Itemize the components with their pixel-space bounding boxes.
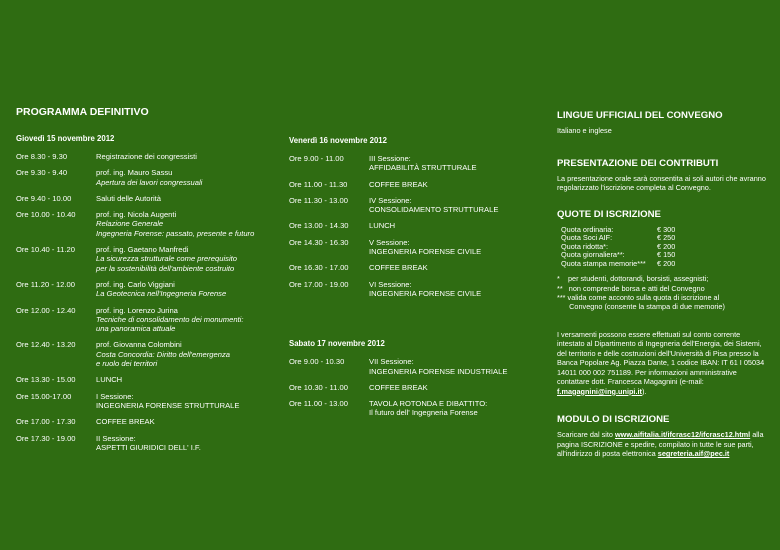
session-description bbox=[96, 152, 266, 161]
session-description bbox=[96, 306, 266, 334]
thursday-row bbox=[16, 340, 266, 368]
session-description bbox=[96, 375, 266, 384]
session-description bbox=[369, 221, 511, 230]
session-description bbox=[96, 434, 266, 453]
session-time: Ore 17.30 - 19.00 bbox=[16, 433, 76, 443]
session-line: per la sostenibilità dell'ambiente costruito bbox=[96, 263, 235, 273]
languages-text: Italiano e inglese bbox=[557, 126, 612, 135]
session-line: La sicurezza strutturale come prerequisito bbox=[96, 254, 237, 264]
session-line: INGEGNERIA FORENSE CIVILE bbox=[369, 247, 482, 257]
fee-label: Quota stampa memorie*** bbox=[561, 258, 646, 268]
session-time: Ore 11.00 - 13.00 bbox=[289, 399, 348, 409]
session-time: Ore 9.30 - 9.40 bbox=[16, 168, 68, 178]
fee-amount: € 150 bbox=[657, 250, 676, 260]
day-title-thursday: Giovedì 15 novembre 2012 bbox=[16, 134, 115, 143]
session-time: Ore 9.00 - 10.30 bbox=[289, 357, 345, 367]
session-line: Il futuro dell' Ingegneria Forense bbox=[369, 408, 478, 418]
fee-amount: € 250 bbox=[657, 233, 676, 243]
session-time: Ore 17.00 - 17.30 bbox=[16, 417, 76, 427]
session-line: prof. ing. Nicola Augenti bbox=[96, 210, 177, 220]
session-description bbox=[369, 383, 511, 392]
session-description bbox=[96, 417, 266, 426]
thursday-row bbox=[16, 210, 266, 238]
session-description bbox=[369, 238, 511, 257]
session-description bbox=[369, 357, 511, 376]
contact-suffix: ). bbox=[641, 386, 647, 396]
fees-notes bbox=[557, 274, 767, 311]
friday-row bbox=[289, 180, 511, 189]
session-description bbox=[369, 154, 511, 173]
thursday-row bbox=[16, 375, 266, 384]
session-description bbox=[96, 340, 266, 368]
thursday-row bbox=[16, 194, 266, 203]
session-line: prof. ing. Carlo Viggiani bbox=[96, 279, 175, 289]
session-line: II Sessione: bbox=[96, 433, 136, 443]
session-time: Ore 8.30 - 9.30 bbox=[16, 152, 68, 161]
friday-row bbox=[289, 280, 511, 299]
thursday-row bbox=[16, 306, 266, 334]
friday-row bbox=[289, 263, 511, 272]
session-line: una panoramica attuale bbox=[96, 324, 176, 334]
session-line: prof. ing. Mauro Sassu bbox=[96, 168, 173, 178]
form-text-part1: Scaricare dal sito bbox=[557, 430, 615, 440]
fees-list bbox=[561, 226, 767, 269]
session-description bbox=[96, 392, 266, 411]
thursday-row bbox=[16, 245, 266, 273]
fee-amount: € 200 bbox=[657, 241, 676, 251]
session-line: Saluti delle Autorità bbox=[96, 193, 162, 203]
session-line: INGEGNERIA FORENSE INDUSTRIALE bbox=[369, 366, 508, 376]
languages-title: LINGUE UFFICIALI DEL CONVEGNO bbox=[557, 110, 723, 121]
day-title-saturday: Sabato 17 novembre 2012 bbox=[289, 339, 385, 349]
session-description bbox=[96, 280, 266, 299]
registration-form-text bbox=[557, 430, 767, 459]
session-description bbox=[96, 245, 266, 273]
session-line: LUNCH bbox=[96, 375, 123, 385]
presentation-title: PRESENTAZIONE DEI CONTRIBUTI bbox=[557, 157, 719, 169]
session-line: ASPETTI GIURIDICI DELL' I.F. bbox=[96, 442, 201, 452]
programme-column bbox=[16, 106, 266, 459]
session-line: prof. ing. Lorenzo Jurina bbox=[96, 305, 178, 315]
session-line: Apertura dei lavori congressuali bbox=[96, 177, 203, 187]
session-line: AFFIDABILITÀ STRUTTURALE bbox=[369, 163, 477, 173]
pec-email-link[interactable]: segreteria.aif@pec.it bbox=[657, 449, 730, 459]
fee-amount: € 300 bbox=[657, 224, 676, 234]
session-line: VII Sessione: bbox=[369, 357, 414, 367]
session-time: Ore 10.30 - 11.00 bbox=[289, 382, 348, 392]
session-line: Costa Concordia: Diritto dell'emergenza bbox=[96, 349, 230, 359]
fee-label: Quota giornaliera**: bbox=[561, 250, 625, 260]
website-link[interactable]: www.aifitalia.it/ifcrasc12/ifcrasc12.html bbox=[615, 430, 751, 440]
payment-details: I versamenti possono essere effettuati sul conto corrente intestato al Dipartimento di Ingegneria dell'Energia, dei Sistemi, del territorio e delle costruzioni dell'Università di Pisa presso la Banca Popolare Ag. Piazza Dante, 1 codice IBAN: IT 61 I 05034 14011 000 002 751189. bbox=[557, 329, 765, 377]
session-description bbox=[369, 280, 511, 299]
session-line: I Sessione: bbox=[96, 391, 134, 401]
schedule-friday bbox=[289, 154, 511, 298]
session-time: Ore 10.00 - 10.40 bbox=[16, 210, 76, 220]
session-time: Ore 12.00 - 12.40 bbox=[16, 305, 76, 315]
session-line: INGEGNERIA FORENSE STRUTTURALE bbox=[96, 400, 240, 410]
session-line: TAVOLA ROTONDA E DIBATTITO: bbox=[369, 399, 488, 409]
session-description bbox=[369, 399, 511, 418]
session-line: LUNCH bbox=[369, 221, 396, 231]
form-text-part2: alla pagina ISCRIZIONE e spedire, compilato in tutte le sue parti, all'indirizzo di posta elettronica bbox=[557, 430, 764, 459]
registration-form-title: MODULO DI ISCRIZIONE bbox=[557, 414, 670, 426]
saturday-row bbox=[289, 399, 511, 418]
contact-email-link[interactable]: f.magagnini@ing.unipi.it bbox=[557, 386, 642, 396]
session-description bbox=[96, 210, 266, 238]
friday-row bbox=[289, 238, 511, 257]
day-title-friday: Venerdì 16 novembre 2012 bbox=[289, 136, 387, 145]
session-description bbox=[96, 168, 266, 187]
session-line: COFFEE BREAK bbox=[96, 417, 155, 427]
fee-note: *** valida come acconto sulla quota di iscrizione al bbox=[557, 293, 720, 303]
fees-title: QUOTE DI ISCRIZIONE bbox=[557, 208, 661, 220]
session-description bbox=[369, 196, 511, 215]
contact-prefix: Per informazioni amministrative contattare dott. Francesca Magagnini (e-mail: bbox=[557, 367, 737, 387]
session-time: Ore 10.40 - 11.20 bbox=[16, 245, 75, 255]
session-time: Ore 13.00 - 14.30 bbox=[289, 221, 349, 231]
session-line: V Sessione: bbox=[369, 237, 410, 247]
session-time: Ore 13.30 - 15.00 bbox=[16, 375, 76, 385]
session-line: prof. Giovanna Colombini bbox=[96, 340, 182, 350]
session-time: Ore 17.00 - 19.00 bbox=[289, 279, 349, 289]
session-line: La Geotecnica nell'Ingegneria Forense bbox=[96, 289, 227, 299]
thursday-row bbox=[16, 392, 266, 411]
session-line: INGEGNERIA FORENSE CIVILE bbox=[369, 288, 482, 298]
session-time: Ore 11.20 - 12.00 bbox=[16, 279, 75, 289]
session-time: Ore 14.30 - 16.30 bbox=[289, 237, 349, 247]
thursday-row bbox=[16, 417, 266, 426]
session-line: COFFEE BREAK bbox=[369, 179, 428, 189]
session-line: III Sessione: bbox=[369, 154, 411, 163]
session-description bbox=[369, 180, 511, 189]
programme-title: PROGRAMMA DEFINITIVO bbox=[16, 106, 149, 118]
session-line: COFFEE BREAK bbox=[369, 263, 428, 273]
fee-label: Quota ordinaria: bbox=[561, 224, 614, 234]
session-line: e ruolo dei territori bbox=[96, 359, 158, 369]
friday-row bbox=[289, 196, 511, 215]
session-line: Ingegneria Forense: passato, presente e futuro bbox=[96, 228, 255, 238]
friday-row bbox=[289, 221, 511, 230]
schedule-column bbox=[289, 136, 511, 425]
payment-text bbox=[557, 330, 767, 397]
schedule-saturday bbox=[289, 357, 511, 417]
session-line: VI Sessione: bbox=[369, 279, 412, 289]
session-description bbox=[369, 263, 511, 272]
session-line: Tecniche di consolidamento dei monumenti: bbox=[96, 314, 244, 324]
session-line: COFFEE BREAK bbox=[369, 382, 428, 392]
session-line: prof. ing. Gaetano Manfredi bbox=[96, 245, 189, 255]
thursday-row bbox=[16, 168, 266, 187]
schedule-thursday bbox=[16, 152, 266, 452]
session-time: Ore 11.00 - 11.30 bbox=[289, 179, 348, 189]
session-time: Ore 15.00-17.00 bbox=[16, 391, 72, 401]
thursday-row bbox=[16, 280, 266, 299]
session-time: Ore 9.40 - 10.00 bbox=[16, 193, 72, 203]
session-line: IV Sessione: bbox=[369, 195, 412, 205]
session-line: Relazione Generale bbox=[96, 219, 164, 229]
fee-note: * per studenti, dottorandi, borsisti, assegnisti; bbox=[557, 274, 709, 284]
presentation-text: La presentazione orale sarà consentita ai soli autori che avranno regolarizzato l'iscrizione completa al Convegno. bbox=[557, 173, 766, 192]
fee-note: ** non comprende borsa e atti del Convegno bbox=[557, 283, 705, 293]
session-description bbox=[96, 194, 266, 203]
fee-label: Quota Soci AIF: bbox=[561, 233, 613, 243]
info-column bbox=[557, 110, 767, 459]
thursday-row bbox=[16, 152, 266, 161]
saturday-row bbox=[289, 357, 511, 376]
session-time: Ore 9.00 - 11.00 bbox=[289, 154, 344, 163]
session-time: Ore 11.30 - 13.00 bbox=[289, 195, 348, 205]
session-line: Registrazione dei congressisti bbox=[96, 152, 197, 161]
thursday-row bbox=[16, 434, 266, 453]
saturday-row bbox=[289, 383, 511, 392]
session-time: Ore 16.30 - 17.00 bbox=[289, 263, 349, 273]
fee-amount: € 200 bbox=[657, 258, 676, 268]
session-line: CONSOLIDAMENTO STRUTTURALE bbox=[369, 205, 499, 215]
fee-row bbox=[561, 260, 767, 269]
fee-label: Quota ridotta*: bbox=[561, 241, 609, 251]
fee-note: Convegno (consente la stampa di due memorie) bbox=[557, 302, 725, 312]
session-time: Ore 12.40 - 13.20 bbox=[16, 340, 76, 350]
friday-row bbox=[289, 154, 511, 173]
